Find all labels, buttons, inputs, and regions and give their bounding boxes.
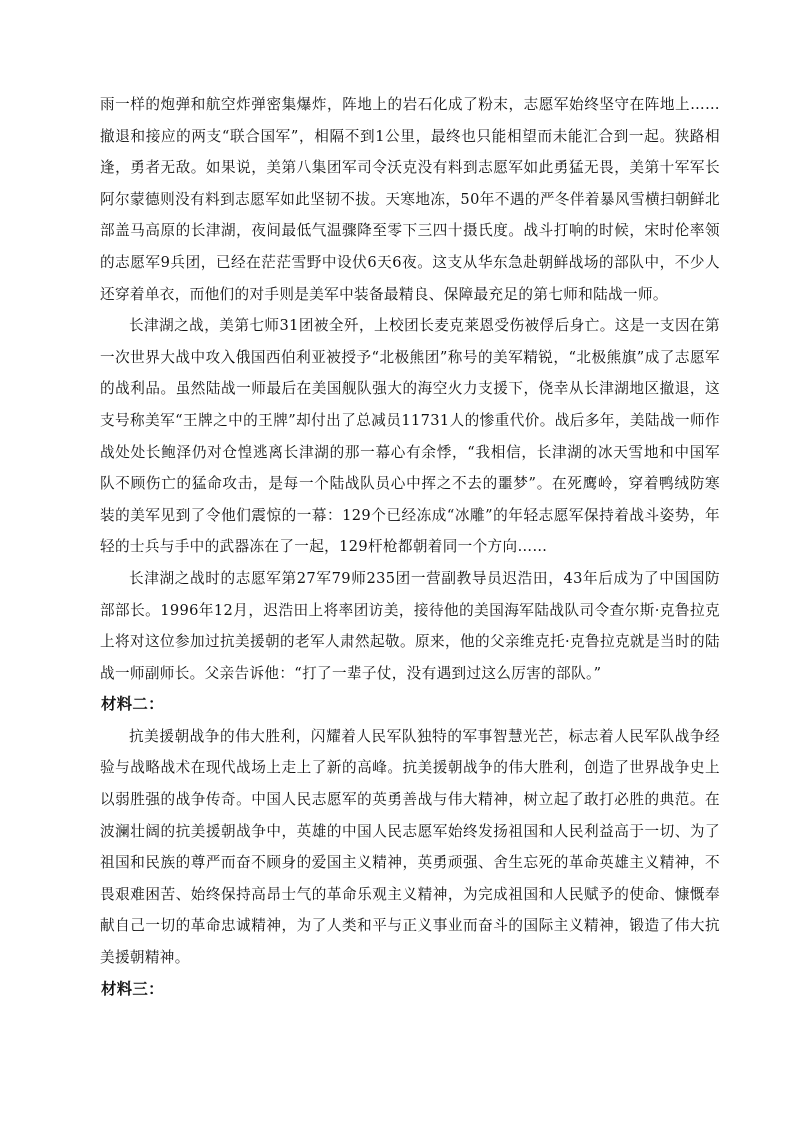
paragraph-polar-bear-regiment: 长津湖之战，美第七师31团被全歼，上校团长麦克莱恩受伤被俘后身亡。这是一支因在第一次世界大战中攻入俄国西伯利亚被授予“北极熊团”称号的美军精锐，“北极熊旗”成了志愿军的战利品。虽然陆战一师最后在美国舰队强大的海空火力支援下，侥幸从长津湖地区撤退，这支号称美军“王牌之中的王牌”却付出了总减员11731人的惨重代价。战后多年，美陆战一师作战处处长鲍泽仍对仓惶逃离长津湖的那一幕心有余悸，“我相信，长津湖的冰天雪地和中国军队不顾伤亡的猛命攻击，是每一个陆战队员心中挥之不去的噩梦”。在死鹰岭，穿着鸭绒防寒装的美军见到了令他们震惊的一幕：129个已经冻成“冰雕”的年轻志愿军保持着战斗姿势，年轻的士兵与手中的武器冻在了一起，129杆枪都朝着同一个方向……: [100, 317, 720, 556]
paragraph-battle-continuation: 雨一样的炮弹和航空炸弹密集爆炸，阵地上的岩石化成了粉末，志愿军始终坚守在阵地上……撤退和接应的两支“联合国军”，相隔不到1公里，最终也只能相望而未能汇合到一起。狭路相逢，勇者无敌。如果说，美第八集团军司令沃克没有料到志愿军如此勇猛无畏，美第十军军长阿尔蒙德则没有料到志愿军如此坚韧不拔。天寒地冻，50年不遇的严冬伴着暴风雪横扫朝鲜北部盖马高原的长津湖，夜间最低气温骤降至零下三四十摄氏度。战斗打响的时候，宋时伦率领的志愿军9兵团，已经在茫茫雪野中设伏6天6夜。这支从华东急赴朝鲜战场的部队中，不少人还穿着单衣，而他们的对手则是美军中装备最精良、保障最充足的第七师和陆战一师。: [100, 96, 720, 303]
document-body: [100, 89, 720, 1005]
heading-material-two: 材料二：: [101, 695, 164, 714]
heading-material-three: 材料三：: [101, 979, 164, 998]
paragraph-material-two: 抗美援朝战争的伟大胜利，闪耀着人民军队独特的军事智慧光芒，标志着人民军队战争经验与战略战术在现代战场上走上了新的高峰。抗美援朝战争的伟大胜利，创造了世界战争史上以弱胜强的战争传奇。中国人民志愿军的英勇善战与伟大精神，树立起了敢打必胜的典范。在波澜壮阔的抗美援朝战争中，英雄的中国人民志愿军始终发扬祖国和人民利益高于一切、为了祖国和民族的尊严而奋不顾身的爱国主义精神，英勇顽强、舍生忘死的革命英雄主义精神，不畏艰难困苦、始终保持高昂士气的革命乐观主义精神，为完成祖国和人民赋予的使命、慷慨奉献自己一切的革命忠诚精神，为了人类和平与正义事业而奋斗的国际主义精神，锻造了伟大抗美援朝精神。: [100, 727, 720, 967]
paragraph-chi-haotian: 长津湖之战时的志愿军第27军79师235团一营副教导员迟浩田，43年后成为了中国国防部部长。1996年12月，迟浩田上将率团访美，接待他的美国海军陆战队司令查尔斯·克鲁拉克上将对这位参加过抗美援朝的老军人肃然起敬。原来，他的父亲维克托·克鲁拉克就是当时的陆战一师副师长。父亲告诉他：“打了一辈子仗，没有遇到过这么厉害的部队。”: [100, 569, 720, 682]
